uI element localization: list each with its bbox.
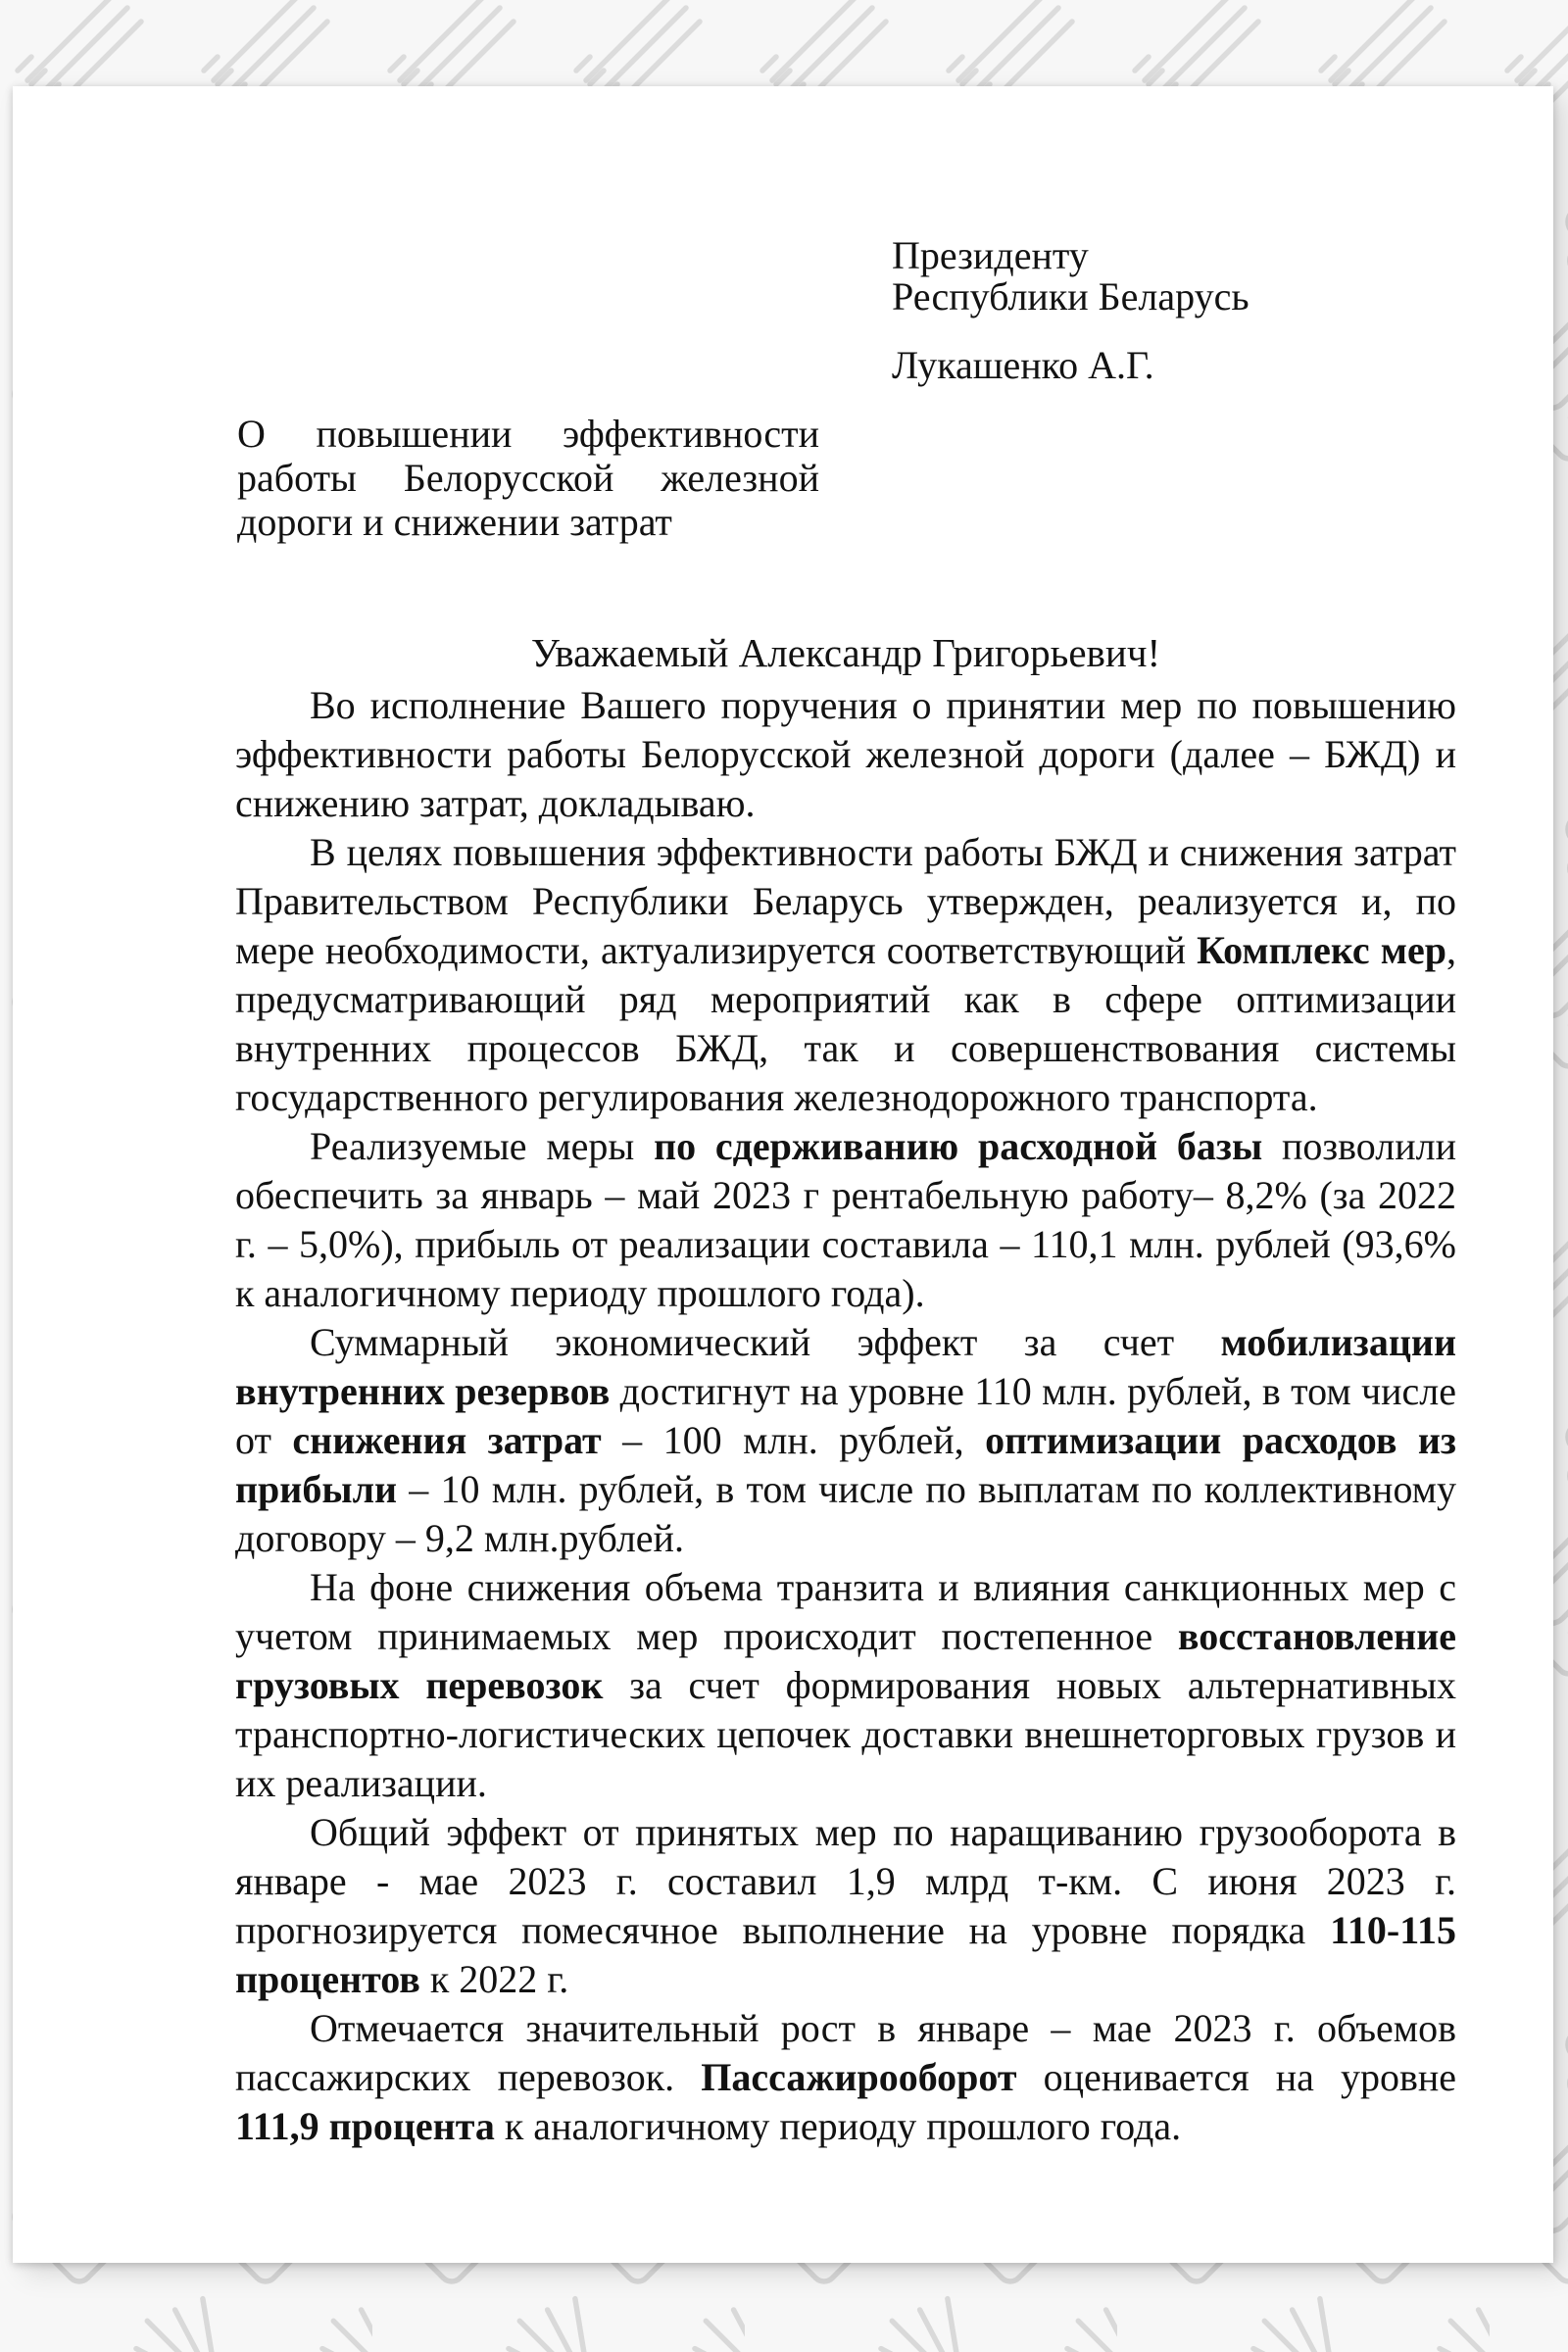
text-run: Во исполнение Вашего поручения о принятии мер по повышению эффективности работы Белорусской железной дороги (далее – БЖД) и снижению затрат, докладываю.: [235, 683, 1456, 825]
bold-text-run: 111,9 процента: [235, 2104, 495, 2148]
bold-text-run: мобилизации внутренних резервов: [235, 1320, 1456, 1413]
text-run: – 10 млн. рублей, в том числе по выплатам по коллективному договору – 9,2 млн.рублей.: [235, 1467, 1456, 1560]
body-paragraph-2: [235, 828, 1456, 1122]
body-paragraph-1: [235, 681, 1456, 828]
salutation: Уважаемый Александр Григорьевич!: [530, 630, 1161, 675]
text-run: за счет формирования новых альтернативных транспортно-логистических цепочек доставки внешнеторговых грузов и их реализации.: [235, 1663, 1456, 1805]
text-run: На фоне снижения объема транзита и влияния санкционных мер с учетом принимаемых мер происходит постепенное: [235, 1565, 1456, 1658]
text-run: достигнут на уровне 110 млн. рублей, в том числе от: [235, 1369, 1456, 1462]
addressee-block: [892, 235, 1250, 386]
bold-text-run: 110-115 процентов: [235, 1908, 1456, 2001]
letter-page: [13, 86, 1553, 2263]
bold-text-run: снижения затрат: [292, 1418, 602, 1462]
text-run: Реализуемые меры: [310, 1124, 655, 1168]
bold-text-run: восстановление грузовых перевозок: [235, 1614, 1456, 1707]
body-paragraph-6: [235, 1808, 1456, 2004]
text-run: В целях повышения эффективности работы БЖД и снижения затрат Правительством Республики Беларусь утвержден, реализуется и, по мере необходимости, актуализируется соответствующий: [235, 830, 1456, 972]
body-paragraph-3: [235, 1122, 1456, 1318]
subject-line-3: дороги и снижении затрат: [237, 500, 672, 544]
addressee-name: Лукашенко А.Г.: [892, 343, 1154, 387]
body-paragraph-7: [235, 2004, 1456, 2151]
subject-line-1: О повышении эффективности: [237, 412, 819, 456]
addressee-line-1: Президенту: [892, 233, 1089, 277]
text-run: позволили обеспечить за январь – май 2023 г рентабельную работу– 8,2% (за 2022 г. – 5,0%), прибыль от реализации составила – 110,1 млн. рублей (93,6% к аналогичному периоду прошлого года).: [235, 1124, 1456, 1315]
bold-text-run: Комплекс мер: [1197, 928, 1446, 972]
letter-body: [235, 681, 1456, 2151]
body-paragraph-4: [235, 1318, 1456, 1563]
addressee-line-2: Республики Беларусь: [892, 274, 1250, 318]
text-run: оценивается на уровне: [1016, 2055, 1456, 2099]
text-run: – 100 млн. рублей,: [601, 1418, 986, 1462]
text-run: Суммарный экономический эффект за счет: [310, 1320, 1221, 1364]
bold-text-run: Пассажирооборот: [701, 2055, 1017, 2099]
bold-text-run: оптимизации расходов из прибыли: [235, 1418, 1456, 1511]
body-paragraph-5: [235, 1563, 1456, 1808]
bold-text-run: по сдерживанию расходной базы: [654, 1124, 1263, 1168]
text-run: к аналогичному периоду прошлого года.: [494, 2104, 1182, 2148]
text-run: Общий эффект от принятых мер по наращиванию грузооборота в январе - мае 2023 г. составил 1,9 млрд т-км. С июня 2023 г. прогнозируется помесячное выполнение на уровне порядка: [235, 1810, 1456, 1952]
text-run: Отмечается значительный рост в январе – мае 2023 г. объемов пассажирских перевозок.: [235, 2006, 1456, 2099]
subject-line-2: работы Белорусской железной: [237, 456, 819, 500]
subject-block: [237, 412, 819, 544]
text-run: , предусматривающий ряд мероприятий как в сфере оптимизации внутренних процессов БЖД, так и совершенствования системы государственного регулирования железнодорожного транспорта.: [235, 928, 1456, 1119]
text-run: к 2022 г.: [419, 1957, 569, 2001]
